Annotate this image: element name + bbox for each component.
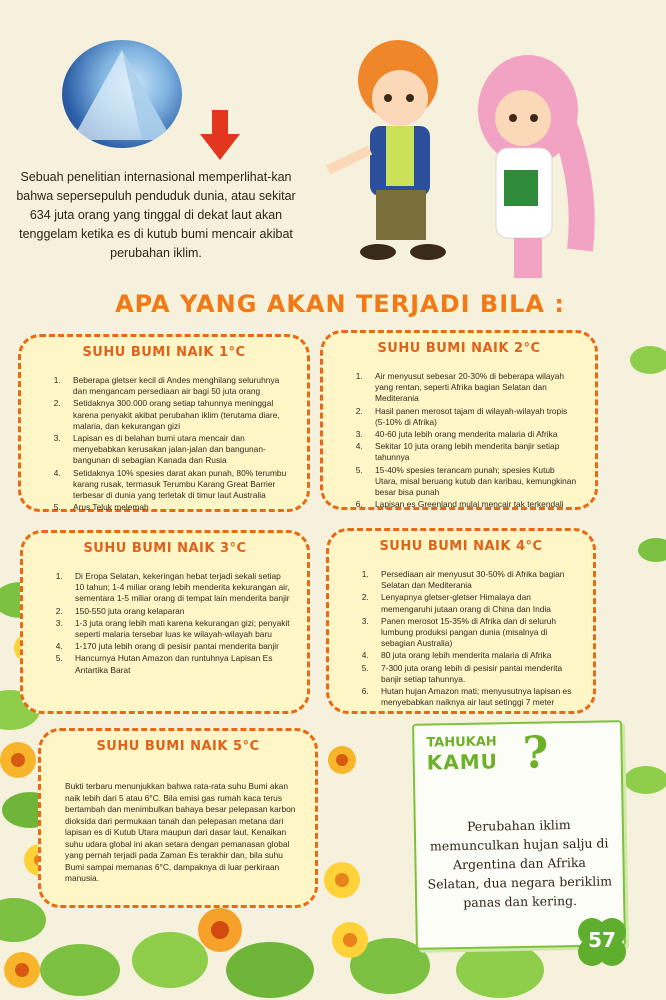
note-body: Perubahan iklim memunculkan hujan salju di Argentina dan Afrika Selatan, dua negara beriklim panas dan kering.	[427, 817, 613, 910]
temperature-box-3c	[20, 530, 310, 714]
note-heading	[426, 734, 498, 774]
page-number-badge	[576, 916, 628, 968]
list-item: 1. Beberapa gletser kecil di Andes menghilang seluruhnya dan mengancam persediaan air bagi 50 juta orang	[63, 375, 291, 397]
temperature-box-2c	[320, 330, 598, 510]
list-item: 5. 7-300 juta orang lebih di pesisir pantai menderita banjir setiap tahunnya.	[371, 663, 577, 685]
list-item: 6. Lapisan es Greenland mulai mencair tak terkendali	[365, 499, 579, 510]
list-item: 3. 1-3 juta orang lebih mati karena kekurangan gizi; penyakit seperti malaria tersebar luas ke wilayah-wilayah baru	[65, 618, 291, 640]
list-item: 4. Sekitar 10 juta orang lebih menderita banjir setiap tahunnya	[365, 441, 579, 463]
list-item: 5. 15-40% spesies terancam punah; spesies Kutub Utara, misal beruang kutub dan karibau, kemungkinan besar bisa punah	[365, 465, 579, 499]
list-item: 4. 1-170 juta lebih orang di pesisir pantai menderita banjir	[65, 641, 291, 652]
box-paragraph: Bukti terbaru menunjukkan bahwa rata-rata suhu Bumi akan naik lebih dari 5 atau 6°C. Bila emisi gas rumah kaca terus bertambah dan menimbulkan bahaya besar pelepasan karbon dioksida dari permukaan tanah dan pelepasan metana dari lapisan es di Kutub Utara maupun dari dasar laut. Kenaikan suhu udara global ini akan setara dengan pemanasan global yang pernah terjadi pada Zaman Es terakhir dan, bila suhu Bumi sampai memanas 6°C, dampaknya di luar perkiraan manusia.	[65, 781, 296, 883]
box-list	[349, 569, 577, 708]
iceberg-image	[62, 40, 182, 148]
list-item: 1. Persediaan air menyusut 30-50% di Afrika bagian Selatan dan Mediterania	[371, 569, 577, 591]
list-item: 3. 40-60 juta lebih orang menderita malaria di Afrika	[365, 429, 579, 440]
list-item: 1. Di Eropa Selatan, kekeringan hebat terjadi sekali setiap 10 tahun; 1-4 miliar orang lebih menderita kekurangan air, sementara 1-5 miliar orang di tempat lain menderita banjir	[65, 571, 291, 605]
main-title: APA YANG AKAN TERJADI BILA :	[115, 290, 565, 318]
list-item: 2. Lenyapnya gletser-gletser Himalaya dan memengaruhi jutaan orang di China dan India	[371, 592, 577, 614]
list-item: 1. Air menyusut sebesar 20-30% di beberapa wilayah yang rentan, seperti Afrika bagian Selatan dan Mediterania	[365, 371, 579, 405]
list-item: 4. Setidaknya 10% spesies darat akan punah, 80% terumbu karang rusak, termasuk Terumbu Karang Great Barrier terbesar di dunia yang terletak di timur laut Australia	[63, 468, 291, 502]
note-heading-line2: KAMU	[426, 749, 499, 775]
list-item: 5. Hancurnya Hutan Amazon dan runtuhnya Lapisan Es Antartika Barat	[65, 653, 291, 675]
list-item: 3. Panen merosot 15-35% di Afrika dan di seluruh lumbung produksi pangan dunia (misalnya di sebagian Australia)	[371, 616, 577, 650]
question-mark-icon: ?	[522, 727, 549, 779]
box-title: SUHU BUMI NAIK 5°C	[96, 739, 260, 754]
list-item: 2. Setidaknya 300.000 orang setiap tahunnya meninggal karena penyakit akibat perubahan iklim (terutama diare, malaria, dan kekurangan gizi	[63, 398, 291, 432]
box-title: SUHU BUMI NAIK 3°C	[83, 541, 247, 556]
box-title: SUHU BUMI NAIK 1°C	[82, 345, 246, 360]
box-list	[43, 571, 291, 676]
box-list	[41, 375, 291, 513]
intro-text: Sebuah penelitian internasional memperlihat-kan bahwa sepersepuluh penduduk dunia, atau sekitar 634 juta orang yang tinggal di dekat laut akan tenggelam ketika es di kutub bumi mencair akibat perubahan iklim.	[16, 170, 296, 260]
box-title: SUHU BUMI NAIK 2°C	[377, 341, 541, 356]
iceberg-icon	[62, 40, 182, 148]
small-flower-icon	[322, 740, 362, 780]
box-list	[343, 371, 579, 510]
small-flower-icon	[318, 856, 366, 904]
list-item: 2. Hasil panen merosot tajam di wilayah-wilayah tropis (5-10% di Afrika)	[365, 406, 579, 428]
temperature-box-5c	[38, 728, 318, 908]
box-title: SUHU BUMI NAIK 4°C	[379, 539, 543, 554]
list-item: 2. 150-550 juta orang kelaparan	[65, 606, 291, 617]
page-number: 57	[588, 928, 616, 952]
down-arrow-icon	[200, 110, 240, 160]
temperature-box-4c	[326, 528, 596, 714]
list-item: 6. Hutan hujan Amazon mati; menyusutnya lapisan es menyebabkan naiknya air laut setinggi 7 meter	[371, 686, 577, 708]
list-item: 4. 80 juta orang lebih menderita malaria di Afrika	[371, 650, 577, 661]
list-item: 3. Lapisan es di belahan bumi utara mencair dan menyebabkan kerusakan jalan-jalan dan bangunan-bangunan di sebagian Kanada dan Rusia	[63, 433, 291, 467]
list-item: 5. Arus Teluk melemah	[63, 502, 291, 513]
temperature-box-1c	[18, 334, 310, 512]
note-heading-line1: TAHUKAH	[426, 734, 497, 751]
cartoon-characters-illustration	[318, 20, 618, 290]
